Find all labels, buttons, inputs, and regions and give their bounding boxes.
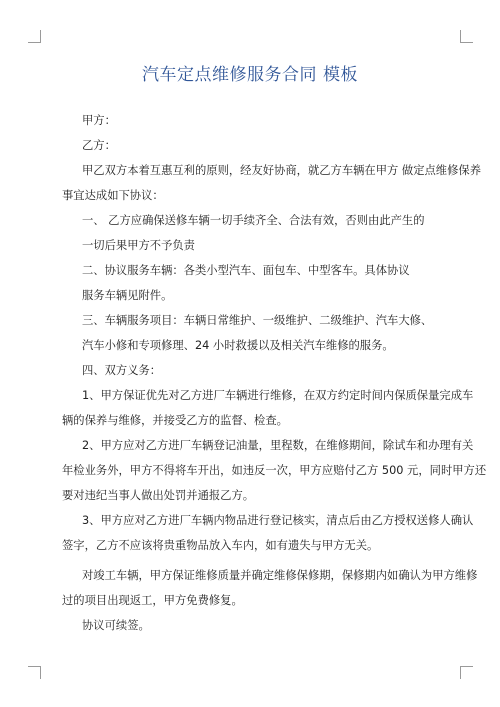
- renewal-line: 协议可续签。: [82, 619, 150, 632]
- page-corner-mark: [28, 666, 41, 679]
- obligation-line: 签字，乙方不应该将贵重物品放入车内，如有遗失与甲方无关。: [62, 539, 379, 552]
- obligation-line: 年检业务外，甲方不得将车开出，如违反一次，甲方应赔付乙方 500 元，同时甲方还: [62, 464, 487, 477]
- obligation-line: 1、甲方保证优先对乙方进厂车辆进行维修，在双方约定时间内保质保量完成车: [82, 389, 474, 402]
- page-corner-mark: [460, 30, 473, 43]
- party-b-line: 乙方：: [82, 139, 116, 152]
- paragraph-line: 甲乙双方本着互惠互利的原则，经友好协商，就乙方车辆在甲方 做定点维修保养: [82, 164, 481, 177]
- paragraph-line: 事宜达成如下协议：: [62, 189, 164, 202]
- clause-line: 汽车小修和专项修理、24 小时救援以及相关汽车维修的服务。: [82, 339, 394, 352]
- warranty-line: 对竣工车辆，甲方保证维修质量并确定维修保修期，保修期内如确认为甲方维修: [82, 569, 478, 582]
- warranty-line: 过的项目出现返工，甲方免费修复。: [62, 594, 243, 607]
- party-a-line: 甲方：: [82, 114, 116, 127]
- clause-line: 二、协议服务车辆：各类小型汽车、面包车、中型客车。具体协议: [82, 264, 410, 277]
- document-title: 汽车定点维修服务合同 模板: [142, 65, 358, 85]
- clause-heading: 四、双方义务：: [82, 364, 162, 377]
- clause-line: 服务车辆见附件。: [82, 289, 173, 302]
- obligation-line: 辆的保养与维修，并接受乙方的监督、检查。: [62, 414, 288, 427]
- obligation-line: 要对违纪当事人做出处罚并通报乙方。: [62, 489, 255, 502]
- obligation-line: 3、甲方应对乙方进厂车辆内物品进行登记核实，清点后由乙方授权送修人确认: [82, 514, 474, 527]
- page-corner-mark: [28, 30, 41, 43]
- clause-line: 三、车辆服务项目：车辆日常维护、一级维护、二级维护、汽车大修、: [82, 314, 433, 327]
- clause-line: 一、 乙方应确保送修车辆一切手续齐全、合法有效，否则由此产生的: [82, 214, 425, 227]
- obligation-line: 2、甲方应对乙方进厂车辆登记油量，里程数，在维修期间，除试车和办理有关: [82, 439, 474, 452]
- clause-line: 一切后果甲方不予负责: [82, 239, 195, 252]
- page-corner-mark: [460, 666, 473, 679]
